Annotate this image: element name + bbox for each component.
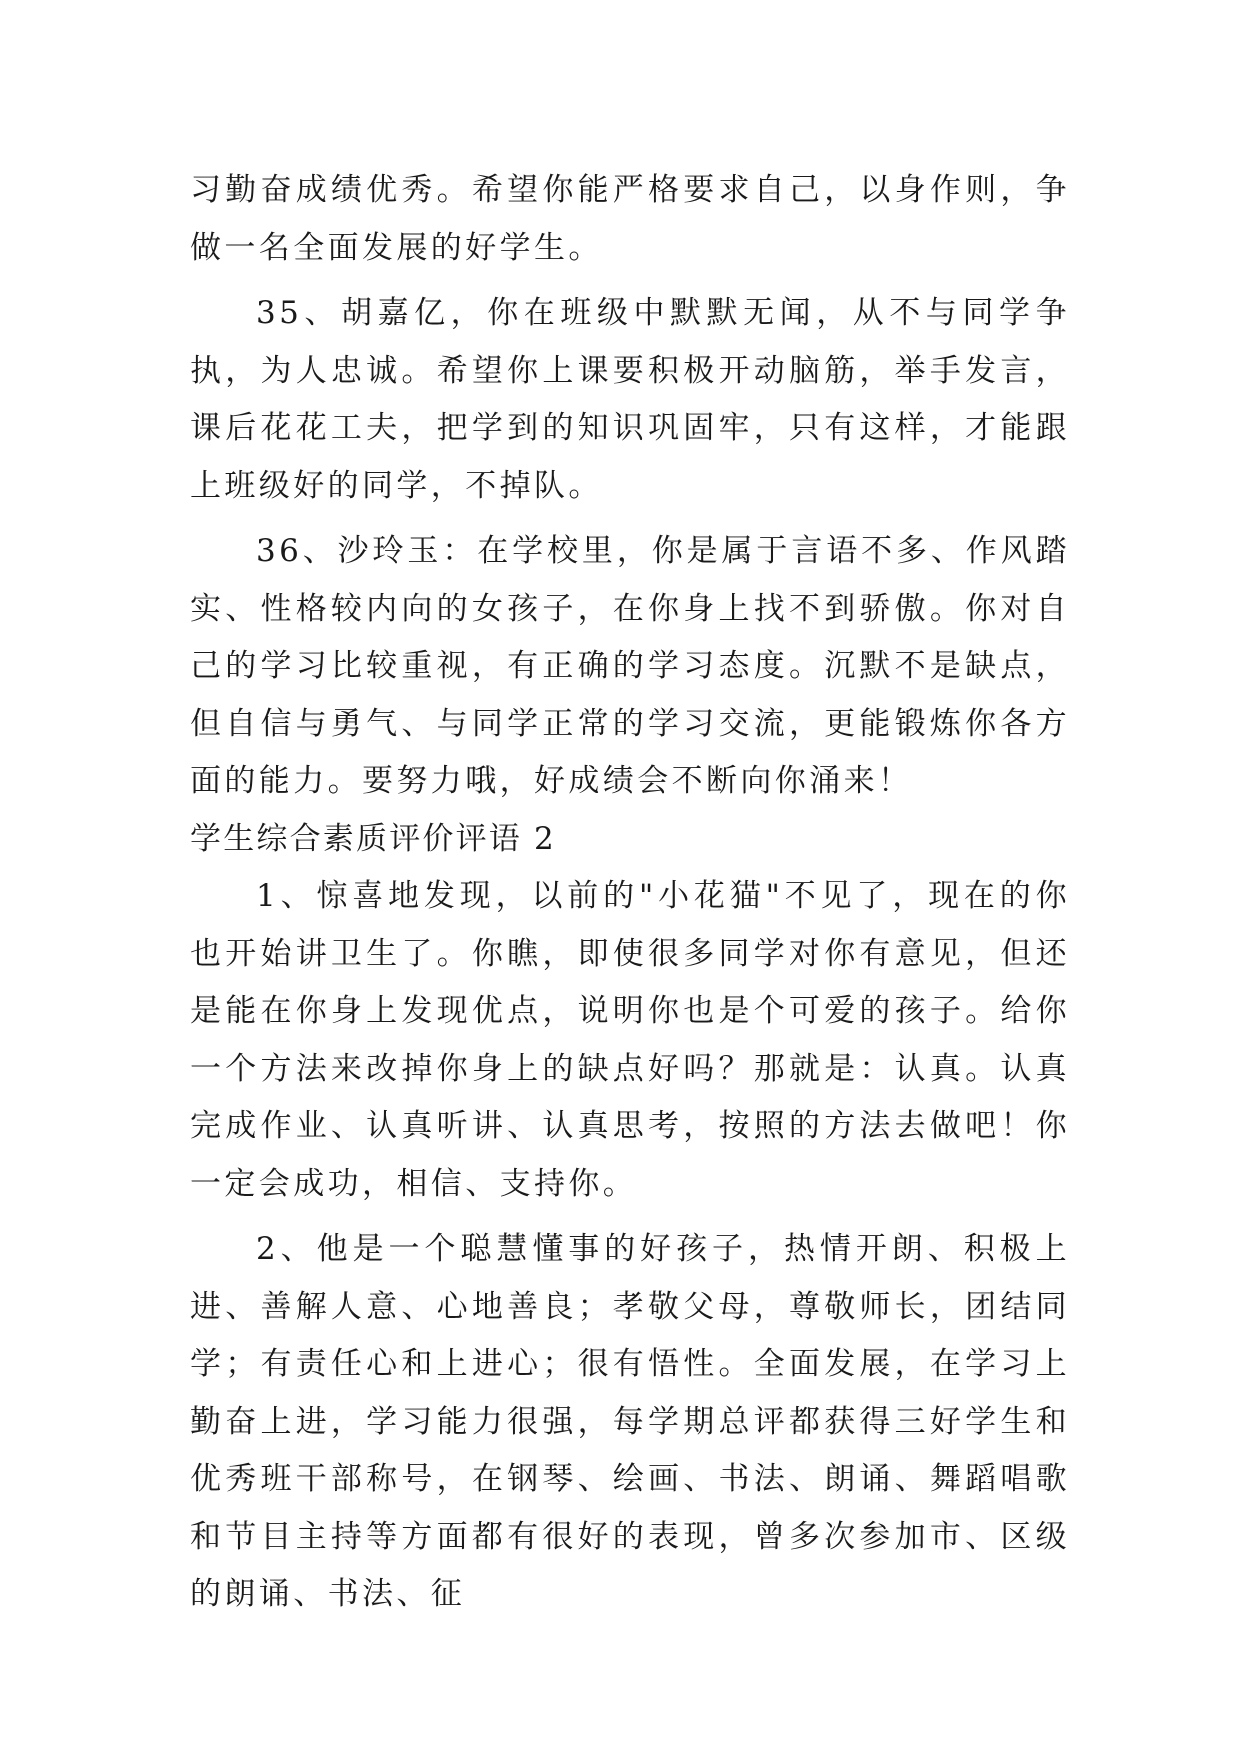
paragraph-35: 35、胡嘉亿，你在班级中默默无闻，从不与同学争执，为人忠诚。希望你上课要积极开动脑筋，举手发言，课后花花工夫，把学到的知识巩固牢，只有这样，才能跟上班级好的同学，不掉队。 bbox=[190, 295, 1070, 504]
paragraph-continued: 习勤奋成绩优秀。希望你能严格要求自己，以身作则，争做一名全面发展的好学生。 bbox=[190, 172, 1070, 266]
paragraph-section2-1: 1、惊喜地发现，以前的"小花猫"不见了，现在的你也开始讲卫生了。你瞧，即使很多同学对你有意见，但还是能在你身上发现优点，说明你也是个可爱的孩子。给你一个方法来改掉你身上的缺点好吗？那就是：认真。认真完成作业、认真听讲、认真思考，按照的方法去做吧！你一定会成功，相信、支持你。 bbox=[190, 878, 1070, 1202]
document-body bbox=[190, 162, 1070, 1624]
paragraph-section2-2: 2、他是一个聪慧懂事的好孩子，热情开朗、积极上进、善解人意、心地善良；孝敬父母，尊敬师长，团结同学；有责任心和上进心；很有悟性。全面发展，在学习上勤奋上进，学习能力很强，每学期总评都获得三好学生和优秀班干部称号，在钢琴、绘画、书法、朗诵、舞蹈唱歌和节目主持等方面都有很好的表现，曾多次参加市、区级的朗诵、书法、征 bbox=[190, 1231, 1070, 1612]
section-heading: 学生综合素质评价评语 2 bbox=[190, 820, 556, 857]
paragraph-36: 36、沙玲玉：在学校里，你是属于言语不多、作风踏实、性格较内向的女孩子，在你身上找不到骄傲。你对自己的学习比较重视，有正确的学习态度。沉默不是缺点，但自信与勇气、与同学正常的学习交流，更能锻炼你各方面的能力。要努力哦，好成绩会不断向你涌来！ bbox=[190, 533, 1070, 799]
